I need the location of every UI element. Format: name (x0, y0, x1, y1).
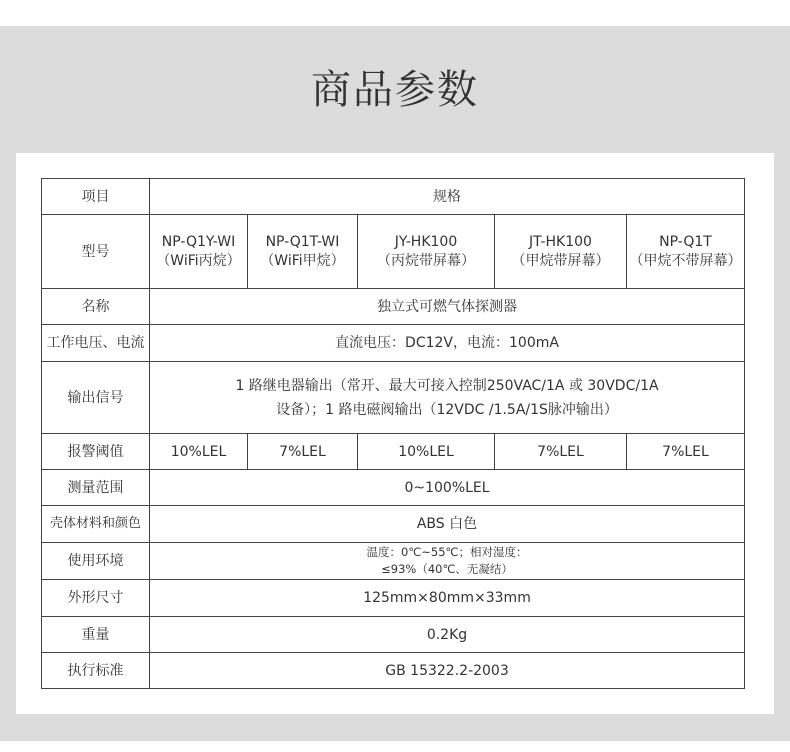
bottom-margin (0, 741, 790, 752)
weight-label: 重量 (42, 617, 150, 653)
output-line: 设备）；1 路电磁阀输出（12VDC /1.5A/1S脉冲输出） (276, 401, 618, 418)
model-cell (248, 215, 358, 289)
name-row (42, 289, 745, 325)
range-value: 0~100%LEL (150, 470, 745, 506)
size-row (42, 580, 745, 617)
model-variant: （甲烷不带屏幕） (629, 252, 742, 269)
standard-label: 执行标准 (42, 653, 150, 689)
alarm-value: 7%LEL (495, 434, 627, 470)
voltage-label: 工作电压、电流 (42, 325, 150, 362)
model-cell (495, 215, 627, 289)
env-label: 使用环境 (42, 543, 150, 580)
page-title: 商品参数 (311, 67, 479, 113)
alarm-row (42, 434, 745, 470)
alarm-value: 7%LEL (627, 434, 745, 470)
material-label: 壳体材料和颜色 (42, 506, 150, 543)
output-row (42, 362, 745, 434)
alarm-value: 10%LEL (358, 434, 495, 470)
output-line: 1 路继电器输出（常开、最大可接入控制250VAC/1A 或 30VDC/1A (235, 377, 659, 394)
model-name: JY-HK100 (394, 233, 458, 250)
model-cell (627, 215, 745, 289)
model-name: JT-HK100 (529, 233, 592, 250)
model-name: NP-Q1Y-WI (161, 233, 236, 250)
size-value: 125mm×80mm×33mm (150, 580, 745, 617)
header-spec: 规格 (150, 179, 745, 215)
material-row (42, 506, 745, 543)
weight-row (42, 617, 745, 653)
alarm-label: 报警阈值 (42, 434, 150, 470)
weight-value: 0.2Kg (150, 617, 745, 653)
alarm-value: 7%LEL (248, 434, 358, 470)
table-header-row (42, 179, 745, 215)
top-margin (0, 0, 790, 26)
name-label: 名称 (42, 289, 150, 325)
env-value (150, 543, 745, 580)
header-item: 项目 (42, 179, 150, 215)
range-row (42, 470, 745, 506)
material-value: ABS 白色 (150, 506, 745, 543)
output-label: 输出信号 (42, 362, 150, 434)
range-label: 测量范围 (42, 470, 150, 506)
model-name: NP-Q1T (659, 233, 712, 250)
env-row (42, 543, 745, 580)
size-label: 外形尺寸 (42, 580, 150, 617)
standard-row (42, 653, 745, 689)
model-row (42, 215, 745, 289)
voltage-row (42, 325, 745, 362)
model-variant: （丙烷带屏幕） (377, 252, 475, 269)
spec-table (41, 178, 745, 689)
voltage-value: 直流电压：DC12V，电流：100mA (150, 325, 745, 362)
env-line: 温度：0℃~55℃；相对湿度： (366, 545, 528, 559)
model-cell (358, 215, 495, 289)
model-variant: （WiFi丙烷） (156, 252, 241, 269)
env-line: ≤93%（40℃、无凝结） (381, 562, 513, 576)
output-value (150, 362, 745, 434)
name-value: 独立式可燃气体探测器 (150, 289, 745, 325)
standard-value: GB 15322.2-2003 (150, 653, 745, 689)
model-variant: （WiFi甲烷） (260, 252, 345, 269)
alarm-value: 10%LEL (150, 434, 248, 470)
model-cell (150, 215, 248, 289)
model-name: NP-Q1T-WI (265, 233, 340, 250)
model-variant: （甲烷带屏幕） (511, 252, 610, 269)
model-label: 型号 (42, 215, 150, 289)
